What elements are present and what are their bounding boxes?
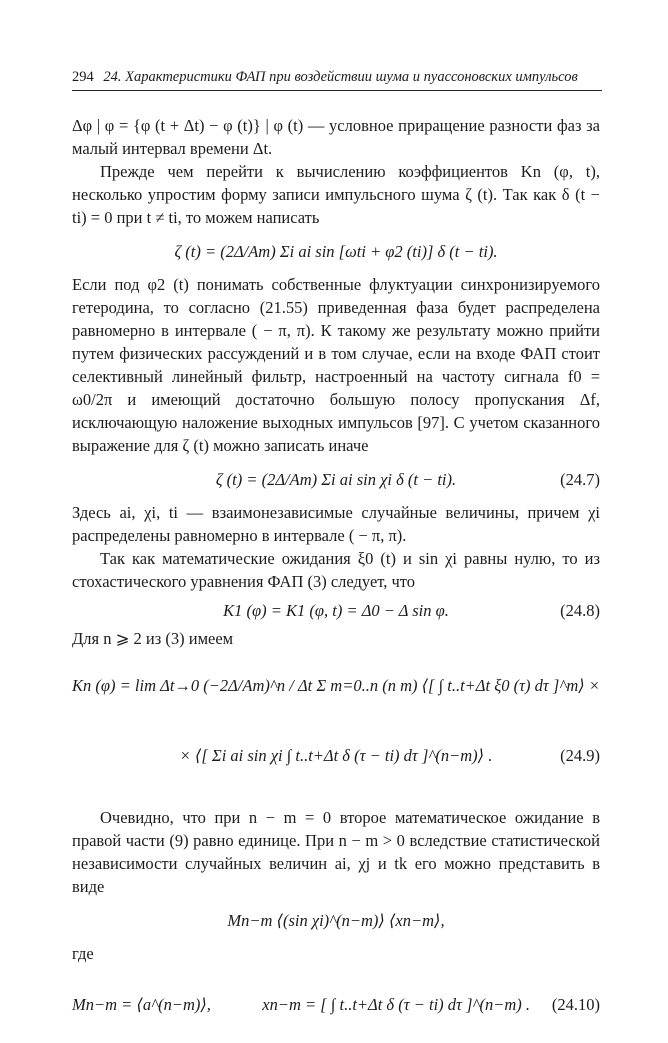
paragraph-simplify: Прежде чем перейти к вычислению коэффициентов Kn (φ, t), несколько упростим форму записи импульсного шума ζ (t). Так как δ (t − ti) = 0 при t ≠ ti, то можем написать bbox=[72, 162, 600, 227]
equation-text: × ⟨[ Σi ai sin χi ∫ t..t+Δt δ (τ − ti) dτ ]^(n−m)⟩ . bbox=[179, 745, 493, 765]
equation-number: (24.7) bbox=[560, 469, 600, 489]
paragraph-phase-distribution: Если под φ2 (t) понимать собственные флуктуации синхронизируемого гетеродина, то согласно (21.55) приведенная фаза будет распределена равномерно в интервале ( − π, π). К такому же результату можно прийти путем физических рассуждений и в том случае, если на входе ФАП стоит селективный линейный фильтр, настроенный на частоту сигнала f0 = ω0/2π и имеющий достаточно большую полосу пропускания Δf, исключающую наложение выходных импульсов [97]. С учетом сказанного выражение для ζ (t) можно записать иначе bbox=[72, 275, 600, 455]
equation-text: Mn−m ⟨(sin χi)^(n−m)⟩ ⟨xn−m⟩, bbox=[227, 910, 445, 930]
equation-text: K1 (φ) = K1 (φ, t) = Δ0 − Δ sin φ. bbox=[223, 600, 449, 620]
page-body bbox=[72, 114, 600, 1043]
paragraph-definition: Δφ | φ = {φ (t + Δt) − φ (t)} | φ (t) — условное приращение разности фаз за малый интервал времени Δt. bbox=[72, 116, 600, 158]
equation-24-8 bbox=[72, 593, 600, 627]
equation-24-9-line2 bbox=[72, 720, 600, 790]
equation-number: (24.10) bbox=[551, 994, 600, 1014]
equation-moment: Mn−m = ⟨a^(n−m)⟩, bbox=[72, 994, 211, 1014]
paragraph-expectations: Так как математические ожидания ξ0 (t) и sin χi равны нулю, то из стохастического уравнения ФАП (3) следует, что bbox=[72, 549, 600, 591]
equation-number: (24.8) bbox=[560, 600, 600, 620]
equation-24-9-line1 bbox=[72, 650, 600, 720]
equation-text: ζ (t) = (2Δ/Am) Σi ai sin χi δ (t − ti). bbox=[215, 469, 457, 489]
equation-moment-product bbox=[72, 898, 600, 942]
paragraph-for-n: Для n ⩾ 2 из (3) имеем bbox=[72, 629, 234, 648]
equation-24-7 bbox=[72, 457, 600, 501]
running-header bbox=[72, 66, 602, 91]
paragraph-variables: Здесь ai, χi, ti — взаимонезависимые случайные величины, причем χi распределены равномерно в интервале ( − π, π). bbox=[72, 503, 600, 545]
equation-text: Kn (φ) = lim Δt→0 (−2Δ/Am)^n / Δt Σ m=0..n (n m) ⟨[ ∫ t..t+Δt ξ0 (τ) dτ ]^m⟩ × bbox=[72, 675, 600, 695]
equation-x: xn−m = [ ∫ t..t+Δt δ (τ − ti) dτ ]^(n−m) . bbox=[262, 994, 530, 1014]
paragraph-obvious: Очевидно, что при n − m = 0 второе математическое ожидание в правой части (9) равно единице. При n − m > 0 вследствие статистической независимости случайных величин ai, χj и tk его можно представить в виде bbox=[72, 808, 600, 896]
equation-number: (24.9) bbox=[560, 745, 600, 765]
paragraph-where: где bbox=[72, 944, 94, 963]
equation-impulse-noise bbox=[72, 229, 600, 273]
equation-24-10 bbox=[72, 965, 600, 1043]
equation-text: ζ (t) = (2Δ/Am) Σi ai sin [ωti + φ2 (ti)] δ (t − ti). bbox=[174, 241, 498, 261]
running-title: 24. Характеристики ФАП при воздействии шума и пуассоновских импульсов bbox=[103, 69, 578, 85]
page-number: 294 bbox=[72, 69, 94, 85]
